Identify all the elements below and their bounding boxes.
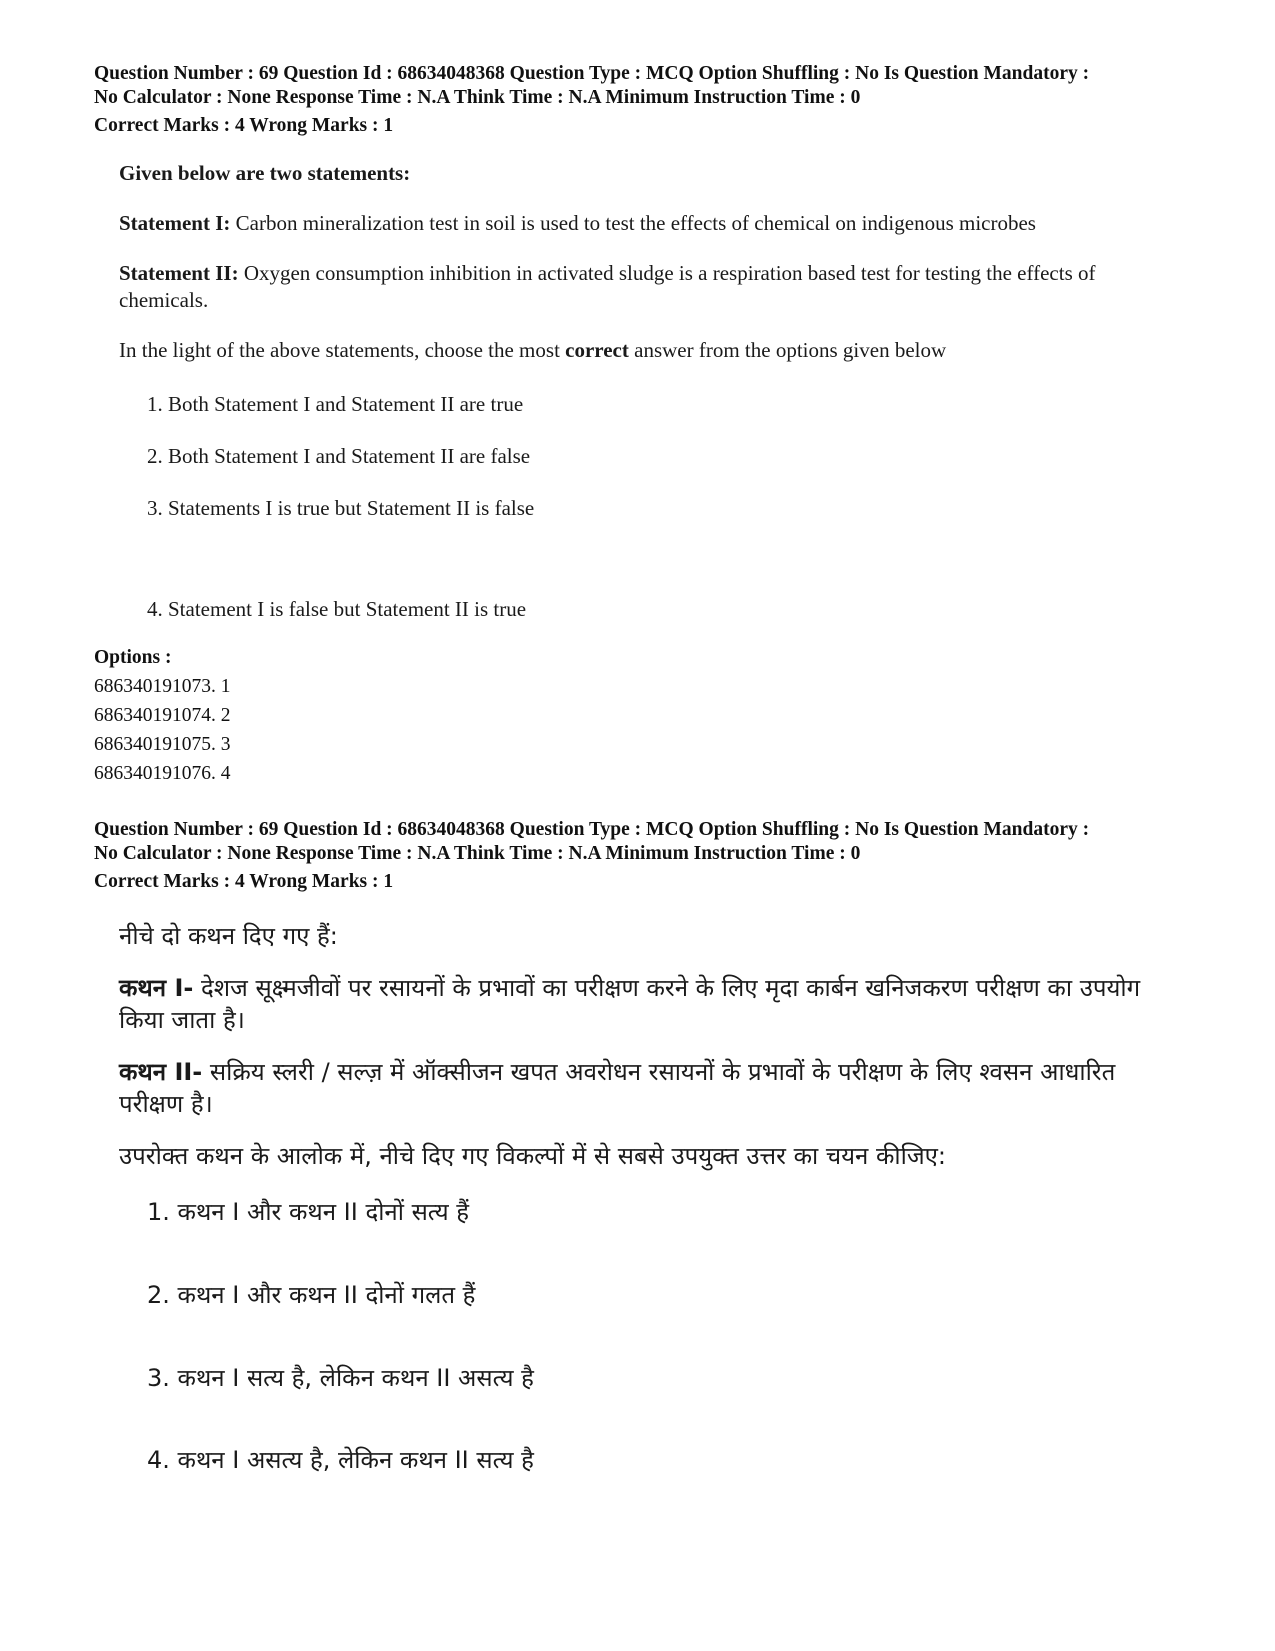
options-label: Options : — [94, 647, 172, 668]
option-2: 2. Both Statement I and Statement II are false — [147, 444, 531, 468]
option-1: 1. Both Statement I and Statement II are true — [147, 392, 524, 416]
option-id-row: 686340191073. 1 — [94, 676, 231, 697]
question-intro-hi: नीचे दो कथन दिए गए हैं: — [119, 922, 338, 950]
statement-2-label: Statement II: — [119, 261, 239, 285]
question-prompt — [119, 337, 1179, 364]
statement-2-hi — [119, 1056, 1179, 1120]
marks-line: Correct Marks : 4 Wrong Marks : 1 — [94, 115, 394, 136]
statement-1-label: Statement I: — [119, 211, 231, 235]
statement-1 — [119, 210, 1179, 237]
prompt-bold: correct — [565, 338, 629, 362]
options-list — [94, 643, 231, 788]
meta-line-2: No Calculator : None Response Time : N.A Think Time : N.A Minimum Instruction Time : 0 — [94, 843, 861, 864]
option-3-hi: 3. कथन I सत्य है, लेकिन कथन II असत्य है — [147, 1364, 534, 1392]
option-2-hi: 2. कथन I और कथन II दोनों गलत हैं — [147, 1281, 476, 1309]
statement-1-text: Carbon mineralization test in soil is used to test the effects of chemical on indigenous microbes — [230, 211, 1036, 235]
question-meta-en — [94, 62, 1214, 138]
prompt-text-end: answer from the options given below — [628, 338, 947, 362]
question-intro: Given below are two statements: — [119, 161, 411, 185]
statement-2 — [119, 260, 1179, 314]
option-4-hi: 4. कथन I असत्य है, लेकिन कथन II सत्य है — [147, 1446, 534, 1474]
question-body-en — [119, 160, 1179, 621]
option-id-row: 686340191076. 4 — [94, 763, 231, 784]
statement-2-label-hi: कथन II- — [119, 1058, 203, 1086]
statement-1-label-hi: कथन I- — [119, 974, 194, 1002]
option-3: 3. Statements I is true but Statement II is false — [147, 496, 535, 520]
marks-line: Correct Marks : 4 Wrong Marks : 1 — [94, 871, 394, 892]
option-id-row: 686340191075. 3 — [94, 734, 231, 755]
statement-2-text-hi: सक्रिय स्लरी / सल्ज़ में ऑक्सीजन खपत अवरोधन रसायनों के प्रभावों के परीक्षण के लिए श्वसन आधारित परीक्षण है। — [119, 1058, 1116, 1118]
statement-2-text: Oxygen consumption inhibition in activated sludge is a respiration based test for testing the effects of chemicals. — [119, 261, 1096, 312]
meta-line-1: Question Number : 69 Question Id : 68634048368 Question Type : MCQ Option Shuffling : No Is Question Mandatory : — [94, 819, 1090, 840]
statement-1-text-hi: देशज सूक्ष्मजीवों पर रसायनों के प्रभावों का परीक्षण करने के लिए मृदा कार्बन खनिजकरण परीक्षण का उपयोग किया जाता है। — [119, 974, 1141, 1034]
meta-line-1: Question Number : 69 Question Id : 68634048368 Question Type : MCQ Option Shuffling : No Is Question Mandatory : — [94, 63, 1090, 84]
statement-1-hi — [119, 972, 1179, 1036]
question-body-hi — [119, 920, 1179, 1474]
prompt-text: In the light of the above statements, choose the most — [119, 338, 566, 362]
option-1-hi: 1. कथन I और कथन II दोनों सत्य हैं — [147, 1198, 470, 1226]
option-4: 4. Statement I is false but Statement II is true — [147, 597, 527, 621]
option-id-row: 686340191074. 2 — [94, 705, 231, 726]
question-prompt-hi: उपरोक्त कथन के आलोक में, नीचे दिए गए विकल्पों में से सबसे उपयुक्त उत्तर का चयन कीजिए: — [119, 1142, 946, 1170]
meta-line-2: No Calculator : None Response Time : N.A Think Time : N.A Minimum Instruction Time : 0 — [94, 87, 861, 108]
question-meta-hi — [94, 818, 1214, 894]
